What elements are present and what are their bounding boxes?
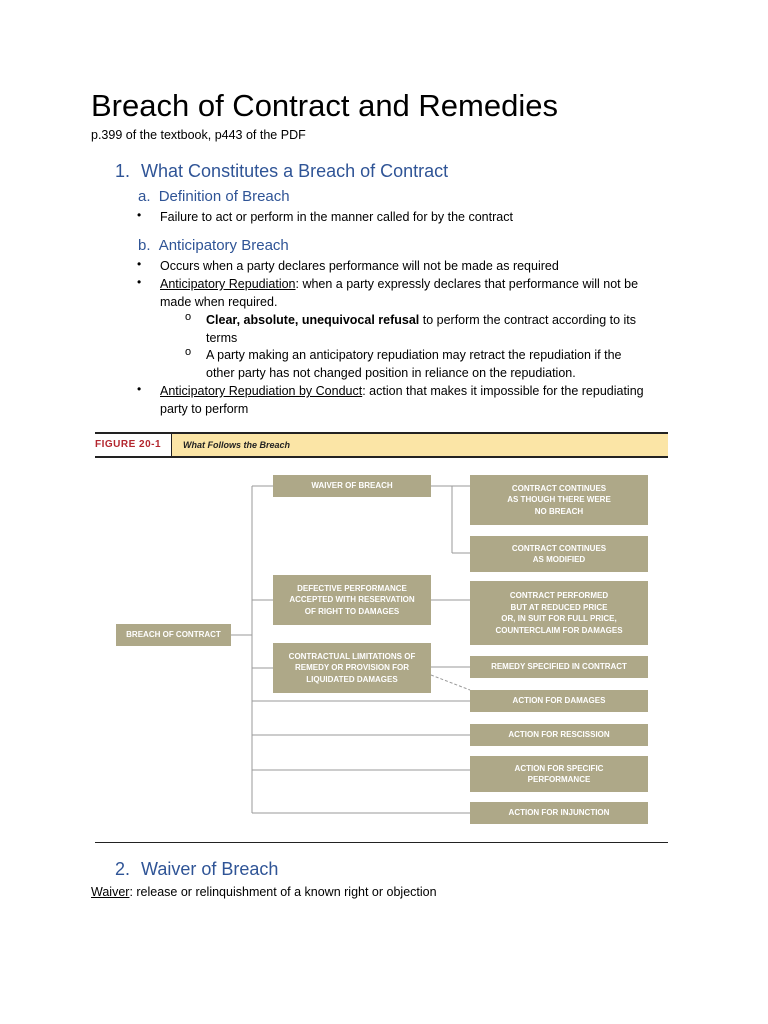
sub-bullet-2-line1: A party making an anticipatory repudiation may retract the repudiation if the: [206, 348, 622, 362]
contractual-limitations-box: CONTRACTUAL LIMITATIONS OF REMEDY OR PROVISION FOR LIQUIDATED DAMAGES: [273, 643, 431, 693]
subsection-b-letter: b.: [138, 237, 151, 254]
anticipatory-repudiation-term: Anticipatory Repudiation: [160, 277, 296, 291]
contract-continues-no-breach-box: CONTRACT CONTINUES AS THOUGH THERE WERE NO BREACH: [470, 475, 648, 525]
figure-label: FIGURE 20-1: [95, 434, 172, 456]
action-for-specific-performance-box: ACTION FOR SPECIFIC PERFORMANCE: [470, 756, 648, 792]
action-for-injunction-box: ACTION FOR INJUNCTION: [470, 802, 648, 824]
breach-of-contract-box: BREACH OF CONTRACT: [116, 624, 231, 646]
repudiation-by-conduct-definition: : action that makes it impossible for the repudiating: [362, 384, 644, 398]
action-for-damages-box: ACTION FOR DAMAGES: [470, 690, 648, 712]
section-2-title: Waiver of Breach: [141, 859, 279, 879]
anticipatory-bullet-1: Occurs when a party declares performance will not be made as required: [160, 259, 559, 273]
figure-caption: What Follows the Breach: [183, 440, 291, 450]
sub-bullet-o: o: [185, 311, 192, 323]
subsection-a-title: Definition of Breach: [158, 188, 290, 205]
bullet-dot: •: [137, 382, 142, 396]
section-1-number: 1.: [115, 161, 131, 181]
action-for-rescission-box: ACTION FOR RESCISSION: [470, 724, 648, 746]
bullet-dot: •: [137, 257, 142, 271]
section-2-heading: [115, 859, 278, 880]
sub-bullet-1-rest: to perform the contract according to its: [419, 313, 637, 327]
page-subtitle: p.399 of the textbook, p443 of the PDF: [91, 128, 306, 142]
subsection-b-title: Anticipatory Breach: [158, 237, 289, 254]
figure-bottom-rule: [95, 842, 668, 843]
repudiation-by-conduct-cont: party to perform: [160, 402, 249, 416]
anticipatory-repudiation-definition-cont: made when required.: [160, 295, 278, 309]
sub-bullet-1-bold: Clear, absolute, unequivocal refusal: [206, 313, 420, 327]
waiver-definition-text: : release or relinquishment of a known right or objection: [129, 885, 437, 899]
sub-bullet-2-line2: other party has not changed position in reliance on the repudiation.: [206, 366, 576, 380]
contract-performed-reduced-price-box: CONTRACT PERFORMED BUT AT REDUCED PRICE OR, IN SUIT FOR FULL PRICE, COUNTERCLAIM FOR DAMAGES: [470, 581, 648, 645]
contract-continues-modified-box: CONTRACT CONTINUES AS MODIFIED: [470, 536, 648, 572]
waiver-of-breach-box: WAIVER OF BREACH: [273, 475, 431, 497]
repudiation-by-conduct-term: Anticipatory Repudiation by Conduct: [160, 384, 363, 398]
bullet-dot: •: [137, 275, 142, 289]
remedy-specified-box: REMEDY SPECIFIED IN CONTRACT: [470, 656, 648, 678]
section-2-number: 2.: [115, 859, 131, 879]
sub-bullet-o: o: [185, 346, 192, 358]
sub-bullet-1-cont: terms: [206, 331, 238, 345]
waiver-definition: [91, 883, 437, 901]
anticipatory-repudiation-definition: : when a party expressly declares that performance will not be: [295, 277, 639, 291]
page-title: Breach of Contract and Remedies: [91, 88, 558, 123]
definition-bullet: Failure to act or perform in the manner called for by the contract: [160, 210, 513, 224]
bullet-dot: •: [137, 208, 142, 222]
defective-performance-box: DEFECTIVE PERFORMANCE ACCEPTED WITH RESERVATION OF RIGHT TO DAMAGES: [273, 575, 431, 625]
section-1-title: What Constitutes a Breach of Contract: [141, 161, 449, 181]
waiver-term: Waiver: [91, 885, 130, 899]
subsection-a-letter: a.: [138, 188, 151, 205]
